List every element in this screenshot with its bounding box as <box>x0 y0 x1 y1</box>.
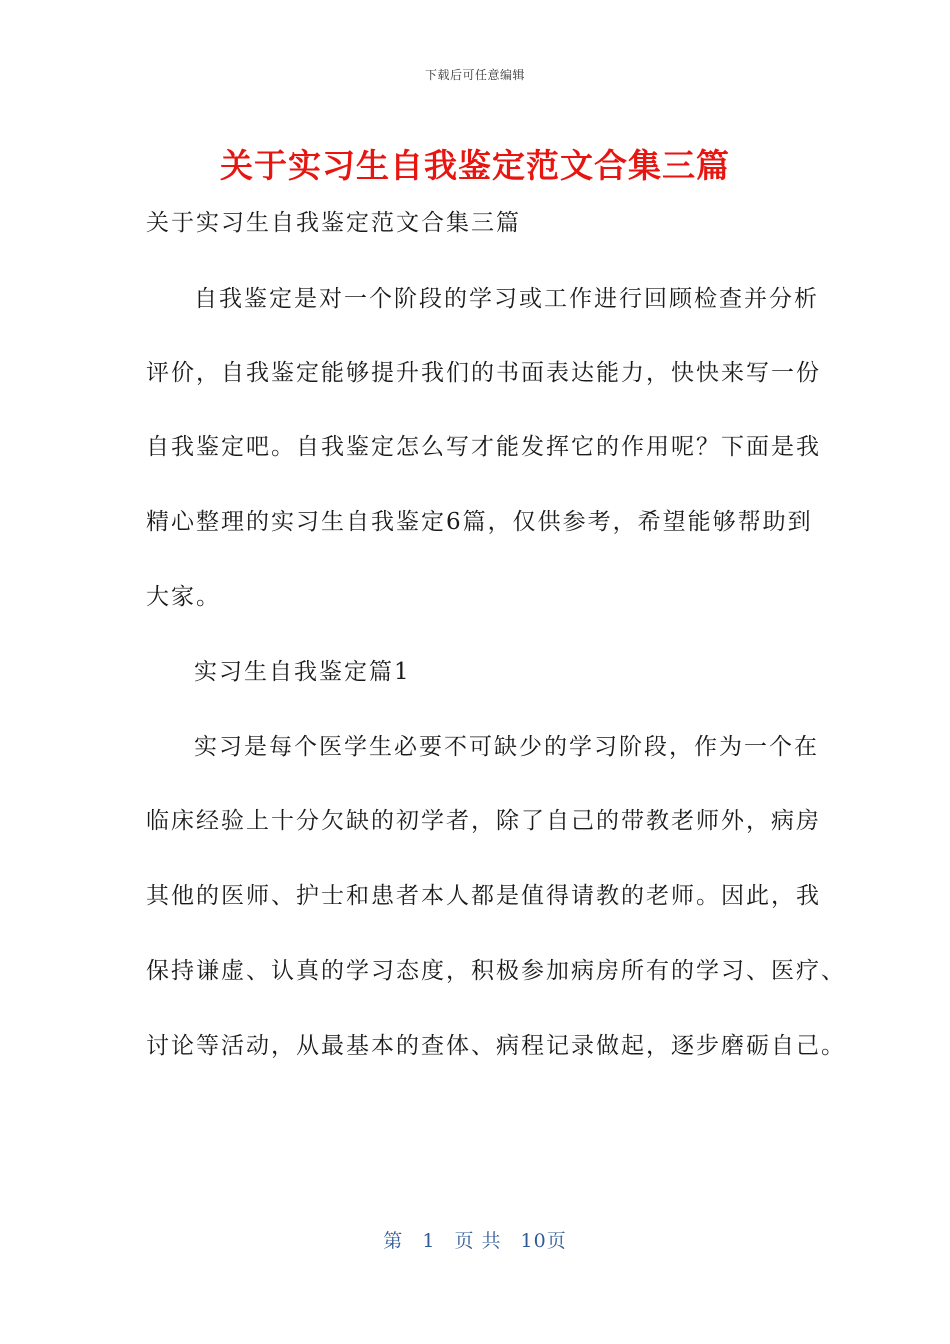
paragraph-line: 评价，自我鉴定能够提升我们的书面表达能力，快快来写一份 <box>146 360 821 386</box>
total-pages: 10 <box>520 1230 547 1252</box>
paragraph-line: 保持谦虚、认真的学习态度，积极参加病房所有的学习、医疗、 <box>146 958 846 984</box>
paragraph-line: 临床经验上十分欠缺的初学者，除了自己的带教老师外，病房 <box>146 808 821 834</box>
page-number: 1 <box>422 1230 436 1252</box>
paragraph-line: 自我鉴定是对一个阶段的学习或工作进行回顾检查并分析 <box>194 286 819 312</box>
paragraph-line: 大家。 <box>146 584 221 610</box>
paragraph-line: 自我鉴定吧。自我鉴定怎么写才能发挥它的作用呢？下面是我 <box>146 434 821 460</box>
header-note: 下载后可任意编辑 <box>424 68 525 82</box>
page-label-suffix: 页 <box>546 1230 567 1252</box>
paragraph-line: 其他的医师、护士和患者本人都是值得请教的老师。因此，我 <box>146 883 821 909</box>
paragraph-line: 精心整理的实习生自我鉴定6篇，仅供参考，希望能够帮助到 <box>146 509 813 535</box>
page-label-prefix: 第 <box>383 1230 404 1252</box>
page-label-mid: 页 共 <box>454 1230 502 1252</box>
paragraph-line: 讨论等活动，从最基本的查体、病程记录做起，逐步磨砺自己。 <box>146 1033 846 1059</box>
subtitle-line: 关于实习生自我鉴定范文合集三篇 <box>146 210 521 236</box>
document-title: 关于实习生自我鉴定范文合集三篇 <box>220 146 730 185</box>
section-heading: 实习生自我鉴定篇1 <box>194 659 411 685</box>
paragraph-line: 实习是每个医学生必要不可缺少的学习阶段，作为一个在 <box>194 734 819 760</box>
page-footer <box>0 1226 950 1253</box>
